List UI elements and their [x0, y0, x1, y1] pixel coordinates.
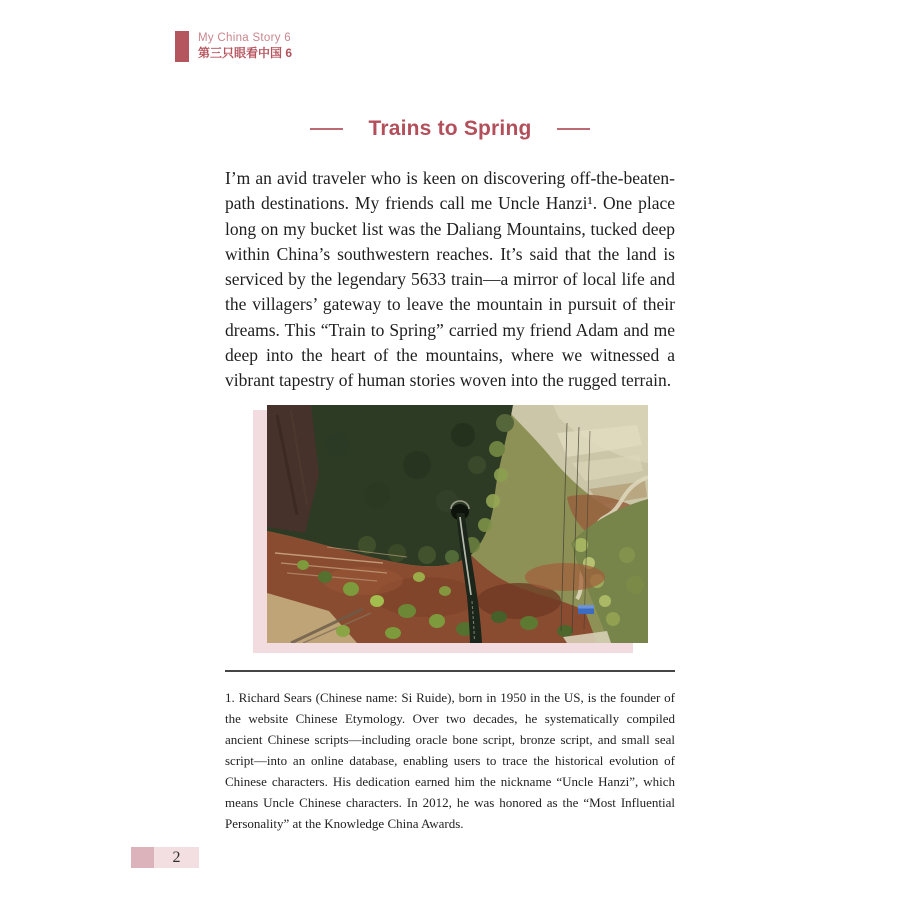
page-number: 2 — [172, 848, 181, 866]
title-left-dash — [310, 128, 343, 130]
header-red-block-icon — [175, 31, 189, 62]
page-number-accent-block — [131, 847, 154, 868]
mountain-train-photo — [267, 405, 648, 643]
article-paragraph: I’m an avid traveler who is keen on discovering off-the-beaten-path destinations. My friends call me Uncle Hanzi¹. One place long on my bucket list was the Daliang Mountains, tucked deep within China’s southwestern reaches. It’s said that the land is serviced by the legendary 5633 train—a mirror of local life and the villagers’ gateway to leave the mountain in pursuit of their dreams. This “Train to Spring” carried my friend Adam and me deep into the heart of the mountains, where we witnessed a vibrant tapestry of human stories woven into the rugged terrain. — [225, 168, 675, 391]
article-photo-figure — [253, 400, 648, 653]
page-number-box — [154, 847, 199, 868]
page-number-badge — [131, 847, 199, 868]
title-right-dash — [557, 128, 590, 130]
chapter-title-row — [225, 117, 675, 141]
series-title-cn: 第三只眼看中国 6 — [198, 46, 293, 61]
page-header — [175, 31, 292, 62]
series-title-en: My China Story 6 — [198, 32, 291, 44]
chapter-title: Trains to Spring — [368, 117, 532, 140]
footnote-divider — [225, 670, 675, 672]
header-series-titles — [198, 31, 292, 61]
footnote-text: 1. Richard Sears (Chinese name: Si Ruide), born in 1950 in the US, is the founder of the website Chinese Etymology. Over two decades, he systematically compiled ancient Chinese scripts—including oracle bone script, bronze script, and small seal script—into an online database, enabling users to trace the historical evolution of Chinese characters. His dedication earned him the nickname “Uncle Hanzi”, which means Uncle Chinese characters. In 2012, he was honored as the “Most Influential Personality” at the Knowledge China Awards. — [225, 690, 675, 831]
